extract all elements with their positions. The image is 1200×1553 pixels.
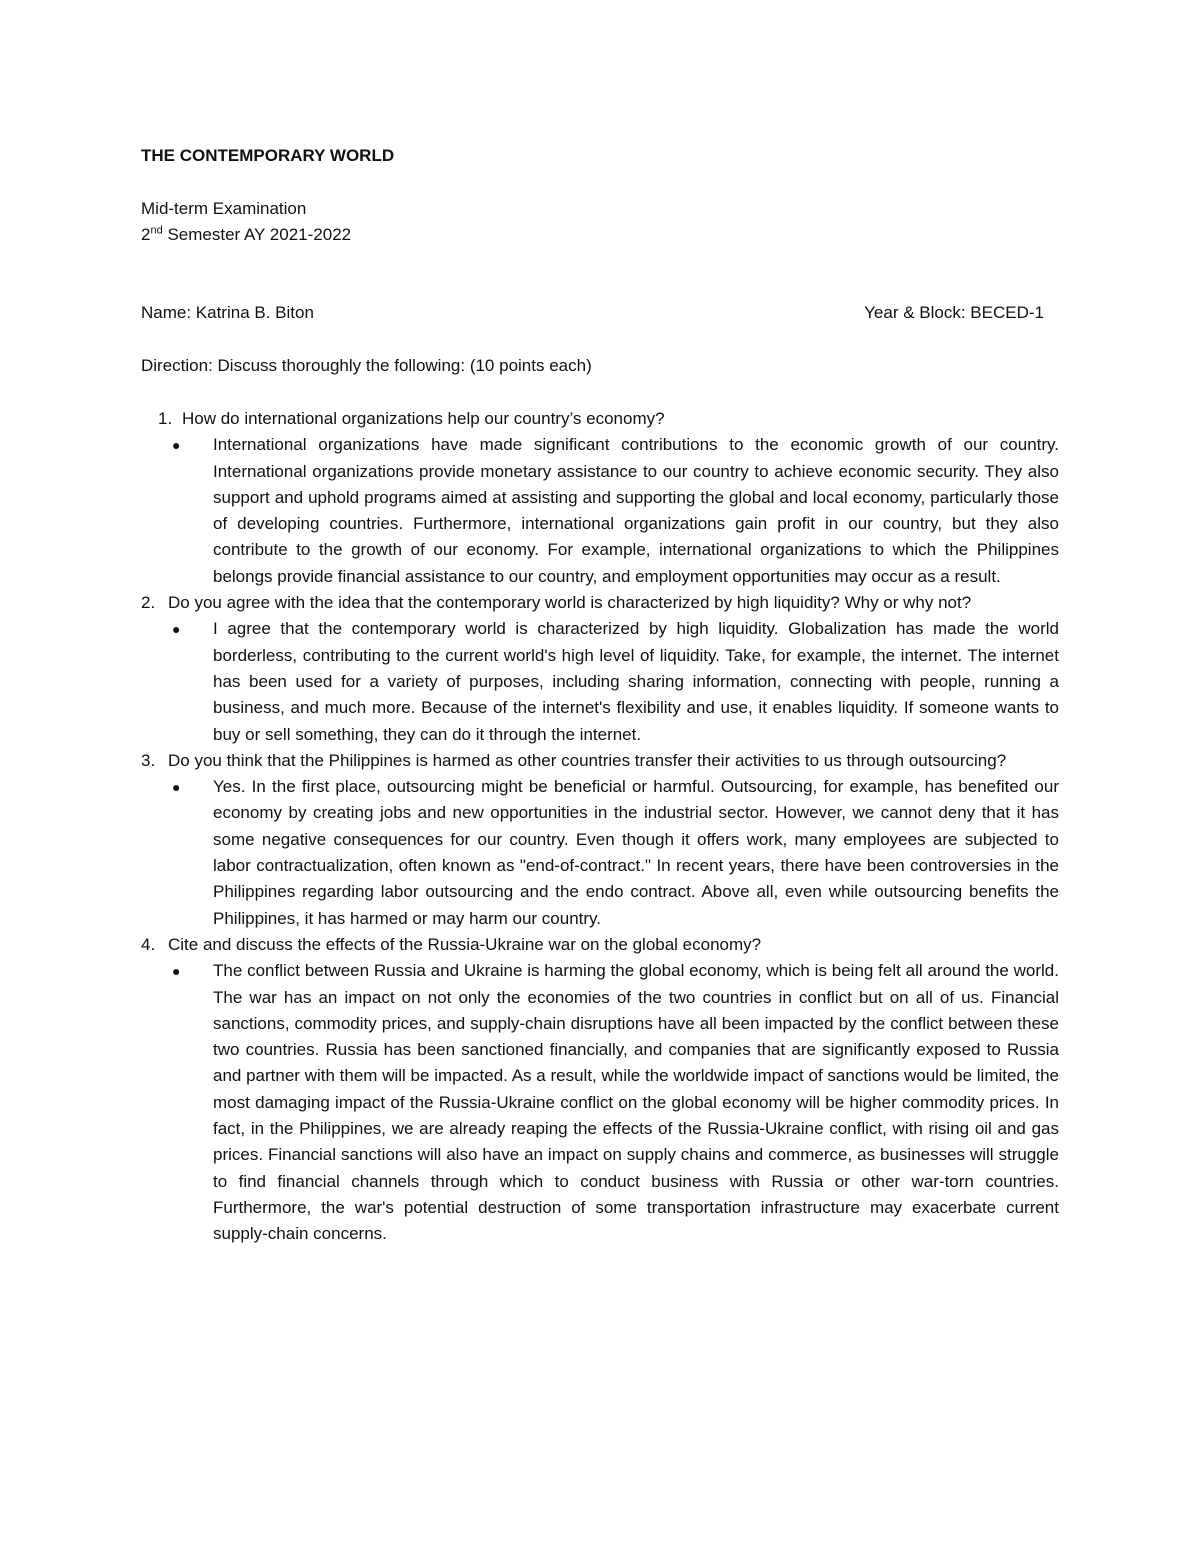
semester-rest: Semester AY 2021-2022 [162, 225, 352, 244]
direction-text: Direction: Discuss thoroughly the following: (10 points each) [141, 356, 592, 375]
question-row [141, 748, 1059, 774]
question-number: 1. [158, 409, 173, 428]
semester-number: 2 [141, 225, 151, 244]
question-item-4 [141, 932, 1059, 1248]
question-text: Cite and discuss the effects of the Russia-Ukraine war on the global economy? [168, 934, 762, 954]
student-name: Name: Katrina B. Biton [141, 303, 314, 322]
answer-item [141, 958, 1059, 1247]
answer-item [141, 774, 1059, 932]
answer-text: The conflict between Russia and Ukraine is harming the global economy, which is being felt all around the world. The war has an impact on not only the economies of the two countries in conflict but on all of us. Financial sanctions, commodity prices, and supply-chain disruptions have all been impacted by the conflict between these two countries. Russia has been sanctioned financially, and companies that are significantly exposed to Russia and partner with them will be impacted. As a result, while the worldwide impact of sanctions would be limited, the most damaging impact of the Russia-Ukraine conflict on the global economy will be higher commodity prices. In fact, in the Philippines, we are already reaping the effects of the Russia-Ukraine conflict, with rising oil and gas prices. Financial sanctions will also have an impact on supply chains and commerce, as businesses will struggle to find financial channels through which to conduct business with Russia or other war-torn countries. Furthermore, the war's potential destruction of some transportation infrastructure may exacerbate current supply-chain concerns. [213, 961, 1059, 1244]
answer-item [172, 432, 1059, 590]
answer-text: I agree that the contemporary world is characterized by high liquidity. Globalization has made the world borderless, contributing to the current world's high level of liquidity. Take, for example, the internet. The internet has been used for a variety of purposes, including sharing information, connecting with people, running a business, and much more. Because of the internet's flexibility and use, it enables liquidity. If someone wants to buy or sell something, they can do it through the internet. [213, 619, 1059, 744]
year-block: Year & Block: BECED-1 [864, 303, 1044, 322]
document-content [141, 143, 1059, 1248]
answer-text: International organizations have made significant contributions to the economic growth of our country. International organizations provide monetary assistance to our country to achieve economic security. They also support and uphold programs aimed at assisting and supporting the global and local economy, particularly those of developing countries. Furthermore, international organizations gain profit in our country, but they also contribute to the growth of our economy. For example, international organizations to which the Philippines belongs provide financial assistance to our country, and employment opportunities may occur as a result. [213, 435, 1059, 586]
question-number: 4. [141, 934, 156, 954]
answer-item [141, 616, 1059, 747]
exam-info [141, 196, 1059, 248]
bullet-icon: ● [172, 963, 181, 980]
question-text: Do you think that the Philippines is harmed as other countries transfer their activities to us through outsourcing? [168, 750, 1007, 770]
semester-ordinal: nd [150, 224, 163, 237]
question-number: 3. [141, 750, 156, 770]
student-info-row [141, 300, 1044, 326]
question-text: Do you agree with the idea that the contemporary world is characterized by high liquidity? Why or why not? [168, 593, 972, 613]
semester-line [141, 222, 1059, 248]
document-title: THE CONTEMPORARY WORLD [141, 146, 395, 165]
question-row [158, 406, 1059, 432]
question-row [141, 932, 1059, 958]
bullet-icon: ● [172, 779, 181, 796]
question-item-3 [141, 748, 1059, 932]
exam-type: Mid-term Examination [141, 199, 307, 218]
question-number: 2. [141, 593, 156, 613]
bullet-icon: ● [172, 621, 181, 638]
question-item-1 [141, 406, 1059, 590]
bullet-icon: ● [172, 437, 181, 454]
question-item-2 [141, 590, 1059, 748]
question-list [141, 406, 1059, 1248]
question-text: How do international organizations help our country’s economy? [182, 409, 665, 428]
answer-text: Yes. In the first place, outsourcing might be beneficial or harmful. Outsourcing, for example, has benefited our economy by creating jobs and new opportunities in the industrial sector. However, we cannot deny that it has some negative consequences for our country. Even though it offers work, many employees are subjected to labor contractualization, often known as "end-of-contract." In recent years, there have been controversies in the Philippines regarding labor outsourcing and the endo contract. Above all, even while outsourcing benefits the Philippines, it has harmed or may harm our country. [213, 777, 1059, 928]
question-row [141, 590, 1059, 616]
